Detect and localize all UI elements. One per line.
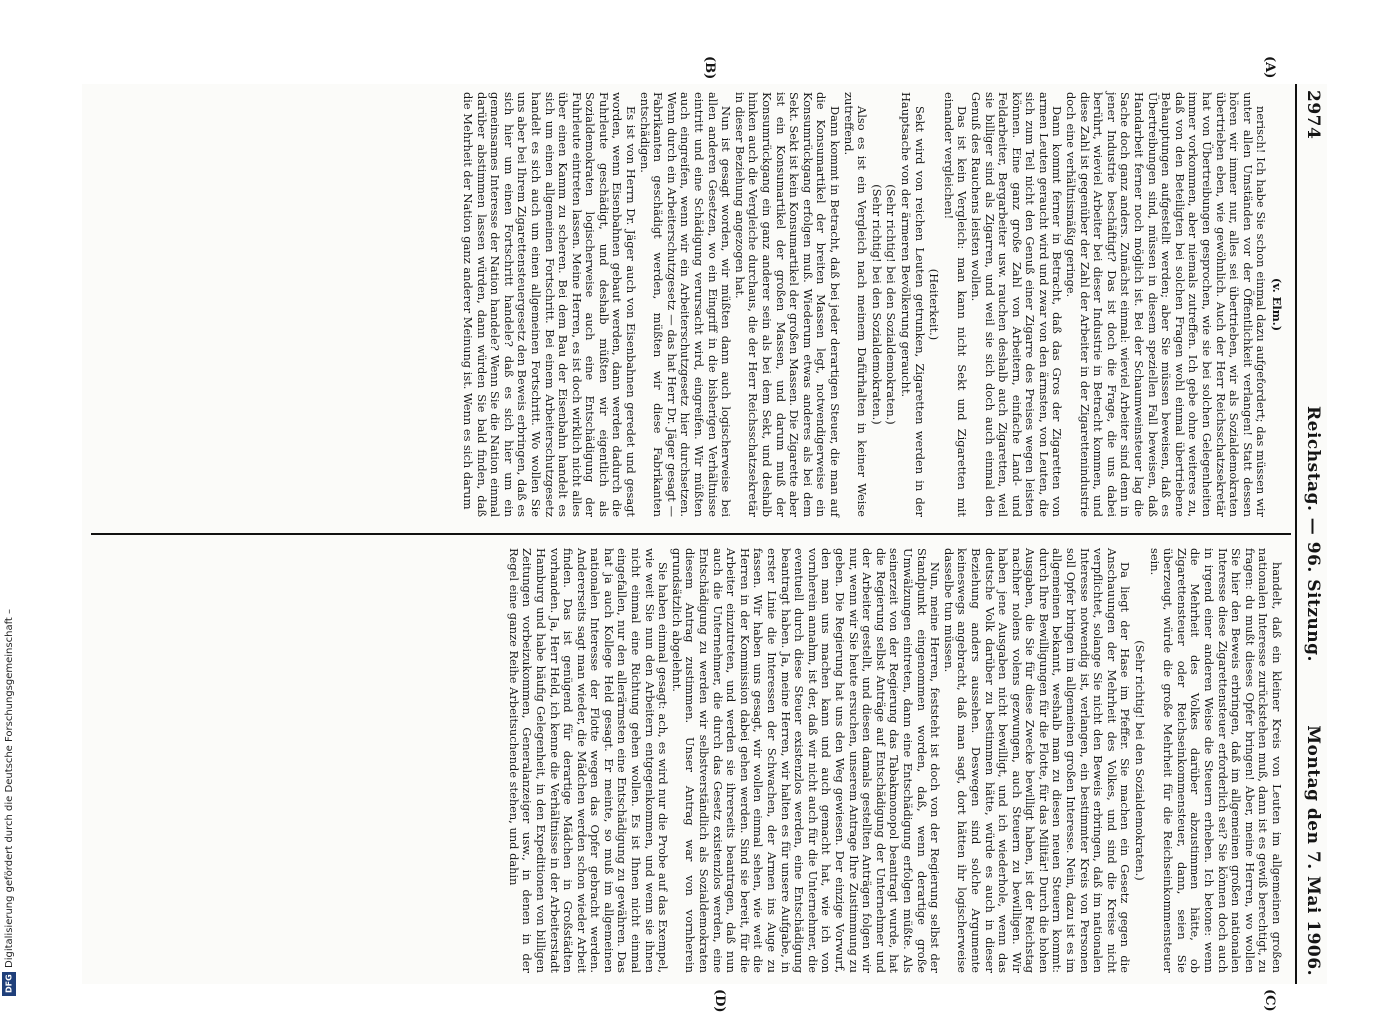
paragraph: handelt, daß ein kleiner Kreis von Leuten im allgemeinen großen nationalen Interesse zurückstehen muß, dann ist es gewiß berechtigt, zu fragen: du mußt dieses Opfer bringen! Aber, meine Herren, wo wollen Sie hier den Beweis erbringen, daß im allgemeinen großen nationalen Interesse diese Zigarettensteuer erforderlich sei? Sie können doch auch in irgend einer anderen Weise die Steuern erheben. Ich betone: wenn die Mehrheit des Volkes darüber abzustimmen hätte, ob Zigarettensteuer oder Reichseinkommensteuer, dann, seien Sie überzeugt, würde die große Mehrheit für die Reichseinkommensteuer sein.: [1147, 548, 1284, 973]
paragraph: Sekt wird von reichen Leuten getrunken, Zigaretten werden in der Hauptsache von der ärmeren Bevölkerung geraucht.: [898, 92, 927, 517]
page-title: Reichstag. — 96. Sitzung.: [1303, 406, 1323, 662]
margin-mark-d: (D): [712, 989, 727, 1013]
interjection-remark: (Sehr richtig! bei den Sozialdemokraten.): [869, 184, 884, 425]
paragraph: Sie haben einmal gesagt: ach, es wird nur die Probe auf das Exempel, wie weit Sie nun den Arbeitern entgegenkommen, und wenn sie ihnen nicht einmal eine Richtung gehen wollen. Es ist Ihnen nicht einmal eingefallen, nur den allerärmsten eine Entschädigung zu gewähren. Das hat ja auch Kollege Held gesagt. Er meinte, so muß im allgemeinen nationalen Interesse der Flotte wegen das Opfer gebracht werden. Andererseits sagt man wieder, die Mädchen werden schon wieder Arbeit finden. Das ist genügend für derartige Mädchen in Großstädten vorhanden. Ja, Herr Held, ich kenne die Verhältnisse in der Arbeiterstadt Hamburg und habe häufig Gelegenheit, in den Expeditionen von billigen Zeitungen vorbeizukommen, Generalanzeiger usw., in denen in der Regel eine ganze Reihe Arbeitsuchende stehen, und dahin: [506, 548, 671, 973]
paragraph: Dann kommt ferner in Betracht, daß das Gros der Zigaretten von armen Leuten geraucht wird und zwar von den ärmsten, von Leuten, die sich zum Teil nicht den Genuß einer Zigarre des Preises wegen leisten können. Eine ganz große Zahl von Arbeitern, einfache Land- und Feldarbeiter, Bergarbeiter usw. rauchen deshalb auch Zigaretten, weil sie billiger sind als Zigarren, und weil sie sich doch auch einmal den Genuß des Rauchens leisten wollen.: [968, 92, 1065, 517]
page-date: Montag den 7. Mai 1906.: [1303, 725, 1323, 976]
margin-mark-b: (B): [702, 56, 717, 80]
right-column: [506, 548, 1283, 973]
speaker-name: (v. Elm.): [1270, 277, 1284, 332]
header-rule: [1295, 84, 1297, 984]
interjection-remark: (Sehr richtig! bei den Sozialdemokraten.): [1133, 640, 1148, 881]
paragraph: nerisch! Ich habe Sie schon einmal dazu aufgefordert; das müssen wir unter allen Umständen vor der Öffentlichkeit verlangen! Statt dessen hören wir immer nur, alles sei übertrieben, wir als Sozialdemokraten übertrieben eben, wie gewöhnlich. Auch der Herr Reichsschatzsekretär hat von Übertreibungen gesprochen, wie sie bei solchen Gelegenheiten immer vorkommen, aber niemals zutreffen. Ich gebe ohne weiteres zu, daß von den Beteiligten bei solchen Fragen wohl einmal übertriebene Behauptungen aufgestellt werden; aber Sie müssen beweisen, daß es Übertreibungen sind, müssen in diesem speziellen Fall beweisen, daß Handarbeit ferner noch möglich ist. Bei der Schaumweinsteuer lag die Sache doch ganz anders. Zunächst einmal: wieviel Arbeiter sind denn in jener Industrie beschäftigt? Das ist doch die Frage, die uns dabei berührt, wieviel Arbeiter bei dieser Industrie in Betracht kommen, und diese Zahl ist gegenüber der Zahl der Arbeiter in der Zigarettenindustrie doch eine verhältnismäßig geringe.: [1064, 92, 1269, 517]
page-header: [1297, 84, 1327, 984]
interjection-remark: (Heiterkeit.): [927, 268, 942, 341]
paragraph: Dann kommt in Betracht, daß bei jeder derartigen Steuer, die man auf die Konsumartikel der breiten Massen legt, notwendigerweise ein Konsumrückgang erfolgen muß. Wiederum etwas anderes als bei dem Sekt. Sekt ist kein Konsumartikel der großen Massen. Die Zigarette aber ist ein Konsumartikel der großen Massen, und darum muß der Konsumrückgang ein ganz anderer sein als bei dem Sekt, und deshalb hinken auch die Vergleiche durchaus, die der Herr Reichsschatzsekretär in dieser Beziehung angezogen hat.: [732, 92, 842, 517]
paragraph: Nun ist gesagt worden, wir müßten dann auch logischerweise bei allen anderen Gesetzen, wo ein Eingriff in die bisherigen Verhältnisse eintritt und eine Schädigung verursacht wird, eingreifen. Wir müßten auch eingreifen, wenn wir ein Arbeiterschutzgesetz hier durchsetzen. Wenn durch ein Arbeiterschutzgesetz — das hat Herr Dr. Jäger gesagt — Fabrikanten geschädigt werden, müßten wir diese Fabrikanten entschädigen.: [637, 92, 734, 517]
rotated-document-page: [82, 56, 1327, 1013]
paragraph: Es ist von Herrn Dr. Jäger auch von Eisenbahnen geredet und gesagt worden, wenn Eisenbahnen gebaut werden, dann werden dadurch die Fuhrleute geschädigt, und deshalb müßten wir eigentlich als Sozialdemokraten logischerweise auch eine Entschädigung der Fuhrleute eintreten lassen. Meine Herren, es ist doch wirklich nicht alles über einen Kamm zu scheren. Bei dem Bau der Eisenbahn handelt es sich um einen allgemeinen Fortschritt. Bei einem Arbeiterschutzgesetz handelt es sich auch um einen allgemeinen Fortschritt. Wo wollen Sie uns aber bei Ihrem Zigarettensteuergesetz den Beweis erbringen, daß es sich hier um einen Fortschritt handele? daß es sich hier um ein gemeinsames Interesse der Nation handele? Wenn Sie die Nation einmal darüber abstimmen lassen würden, dann würden Sie bald finden, daß die Mehrheit der Nation ganz anderer Meinung ist. Wenn es sich darum: [460, 92, 639, 517]
paragraph: Also es ist ein Vergleich nach meinem Dafürhalten in keiner Weise zutreffend.: [841, 92, 870, 517]
page-number: 2974: [1303, 90, 1323, 140]
dfg-logo: DFG: [2, 972, 16, 996]
left-column: [460, 92, 1283, 517]
digitization-credit: [0, 0, 22, 1000]
interjection-remark: (Sehr richtig! bei den Sozialdemokraten.): [884, 184, 899, 425]
credit-text: Digitalisierung gefördert durch die Deutsche Forschungsgemeinschaft –: [4, 608, 15, 968]
paragraph: Das ist kein Vergleich: man kann nicht Sekt und Zigaretten mit einander vergleichen!: [941, 92, 970, 517]
column-divider: [91, 533, 1291, 535]
margin-mark-c: (C): [1262, 989, 1277, 1012]
margin-mark-a: (A): [1262, 56, 1277, 79]
paragraph: Da liegt der Hase im Pfeffer. Sie machen ein Gesetz gegen die Anschauungen der Mehrheit des Volkes, und sind die Kreise nicht verpflichtet, solange Sie nicht den Beweis erbringen, daß im nationalen Interesse notwendig ist, verlangen, ein bestimmter Kreis von Personen soll Opfer bringen im allgemeinen großen Interesse. Nein, dazu ist es im allgemeinen bekannt, weshalb man zu diesen neuen Steuern kommt: durch Ihre Bewilligungen für die Flotte, für das Militär! Durch die hohen Ausgaben, die Sie für diese Zwecke bewilligt haben, ist der Reichstag nachher nolens volens gezwungen, auch Steuern zu bewilligen. Wir haben jene Ausgaben nicht bewilligt, und ich wiederhole, wenn das deutsche Volk darüber zu bestimmen hätte, würde es auch in dieser Beziehung anders aussehen. Deswegen sind solche Argumente keineswegs angebracht, daß man sagt, dort hätten ihr logischerweise dasselbe tun müssen.: [941, 548, 1133, 973]
paragraph: Nun, meine Herren, feststeht ist doch von der Regierung selbst der Standpunkt eingenommen worden, daß, wenn derartige große Umwälzungen eintreten, dann eine Entschädigung erfolgen müßte. Als seinerzeit von der Regierung das Tabakmonopol beantragt wurde, hat die Regierung selbst Anträge auf Entschädigung der Unternehmer und der Arbeiter gestellt, und diesen damals gestellten Anträgen folgen wir nur, wenn wir Sie heute ersuchen, unserem Antrage Ihre Zustimmung zu geben. Die Regierung hat uns den Weg gewiesen. Der einzige Vorwurf, den man uns machen kann und auch gemacht hat, wie ich von vornherein annahm, ist der, daß wir nicht auch für die Unternehmer, die eventuell durch diese Steuer existenzlos werden, eine Entschädigung beantragt haben. Ja, meine Herren, wir halten es für unsere Aufgabe, in erster Linie die Interessen der Schwachen, der Armen ins Auge zu fassen. Wir haben uns gesagt, wir wollen einmal sehen, wie weit die Herren in der Kommission dabei gehen werden. Sind sie bereit, für die Arbeiter einzutreten, und werden sie ihrerseits beantragen, daß nun auch die Unternehmer, die durch das Gesetz existenzlos werden, eine Entschädigung zu werden wir selbstverständlich als Sozialdemokraten diesem Antrag zustimmen. Unser Antrag war von vornherein grundsätzlich abgelehnt.: [669, 548, 943, 973]
